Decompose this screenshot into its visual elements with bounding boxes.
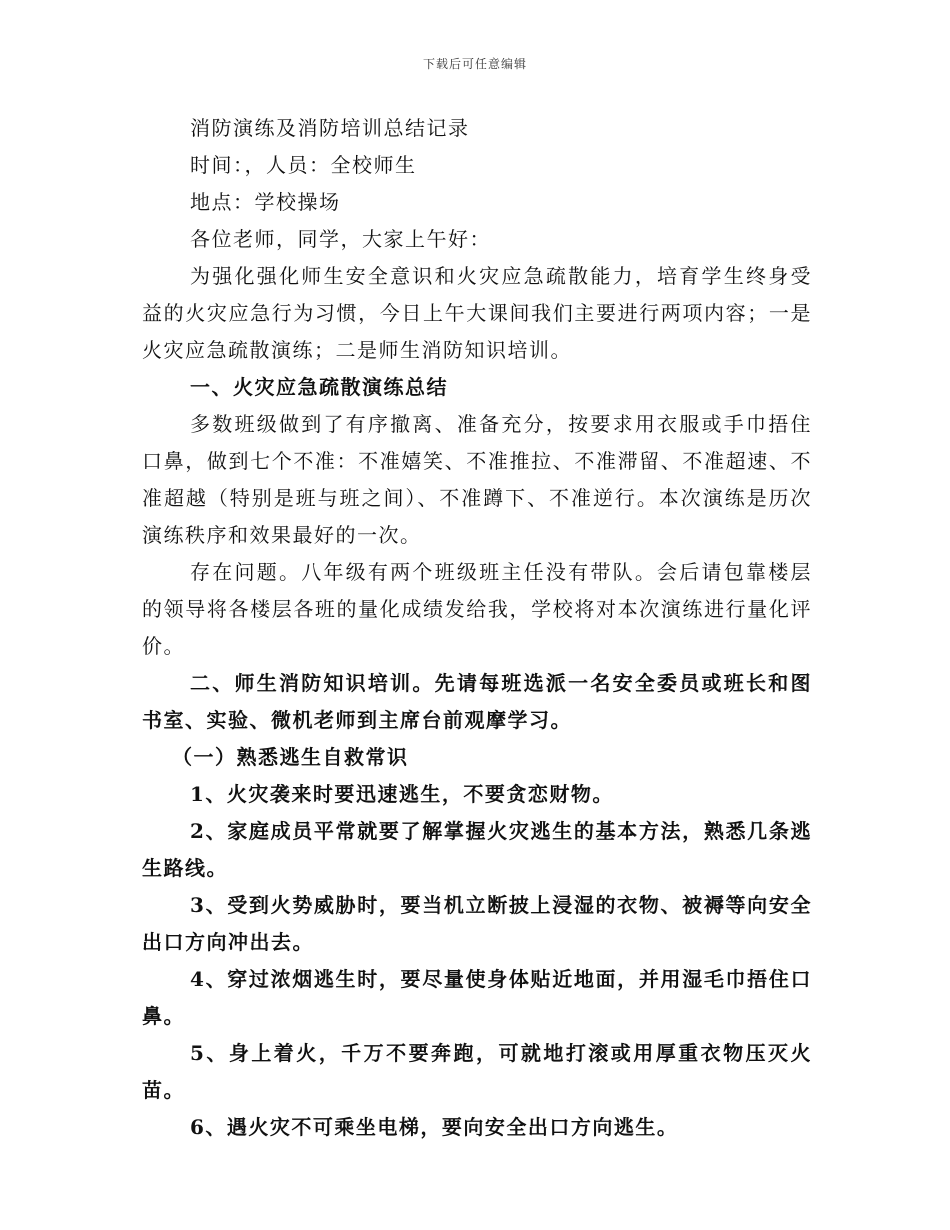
intro-paragraph: 为强化强化师生安全意识和火灾应急疏散能力，培育学生终身受益的火灾应急行为习惯，今日上午大课间我们主要进行两项内容；一是火灾应急疏散演练；二是师生消防知识培训。: [142, 264, 812, 362]
section1-heading: 一、火灾应急疏散演练总结: [190, 375, 448, 399]
greeting-line: 各位老师，同学，大家上午好：: [190, 227, 491, 251]
subsection1-heading: （一）熟悉逃生自救常识: [172, 745, 409, 769]
section2-heading: 二、师生消防知识培训。先请每班选派一名安全委员或班长和图书室、实验、微机老师到主席台前观摩学习。: [142, 671, 812, 732]
document-body: [142, 110, 812, 1146]
section1-paragraph: 多数班级做到了有序撤离、准备充分，按要求用衣服或手巾捂住口鼻，做到七个不准：不准嬉笑、不准推拉、不准滞留、不准超速、不准超越（特别是班与班之间）、不准蹲下、不准逆行。本次演练是历次演练秩序和效果最好的一次。: [142, 412, 812, 547]
list-item: 2、家庭成员平常就要了解掌握火灾逃生的基本方法，熟悉几条逃生路线。: [142, 819, 812, 880]
page-header: 下载后可任意编辑: [422, 57, 527, 71]
list-item: 1、火灾袭来时要迅速逃生，不要贪恋财物。: [190, 782, 614, 806]
list-item: 3、受到火势威胁时，要当机立断披上浸湿的衣物、被褥等向安全出口方向冲出去。: [142, 893, 812, 954]
document-title: 消防演练及消防培训总结记录: [190, 116, 470, 140]
list-item: 6、遇火灾不可乘坐电梯，要向安全出口方向逃生。: [190, 1115, 679, 1139]
section1-issues-paragraph: 存在问题。八年级有两个班级班主任没有带队。会后请包靠楼层的领导将各楼层各班的量化成绩发给我，学校将对本次演练进行量化评价。: [142, 560, 812, 658]
list-item: 4、穿过浓烟逃生时，要尽量使身体贴近地面，并用湿毛巾捂住口鼻。: [142, 967, 812, 1028]
time-people-line: 时间：，人员：全校师生: [190, 153, 417, 177]
list-item: 5、身上着火，千万不要奔跑，可就地打滚或用厚重衣物压灭火苗。: [142, 1041, 812, 1102]
location-line: 地点：学校操场: [190, 190, 341, 214]
